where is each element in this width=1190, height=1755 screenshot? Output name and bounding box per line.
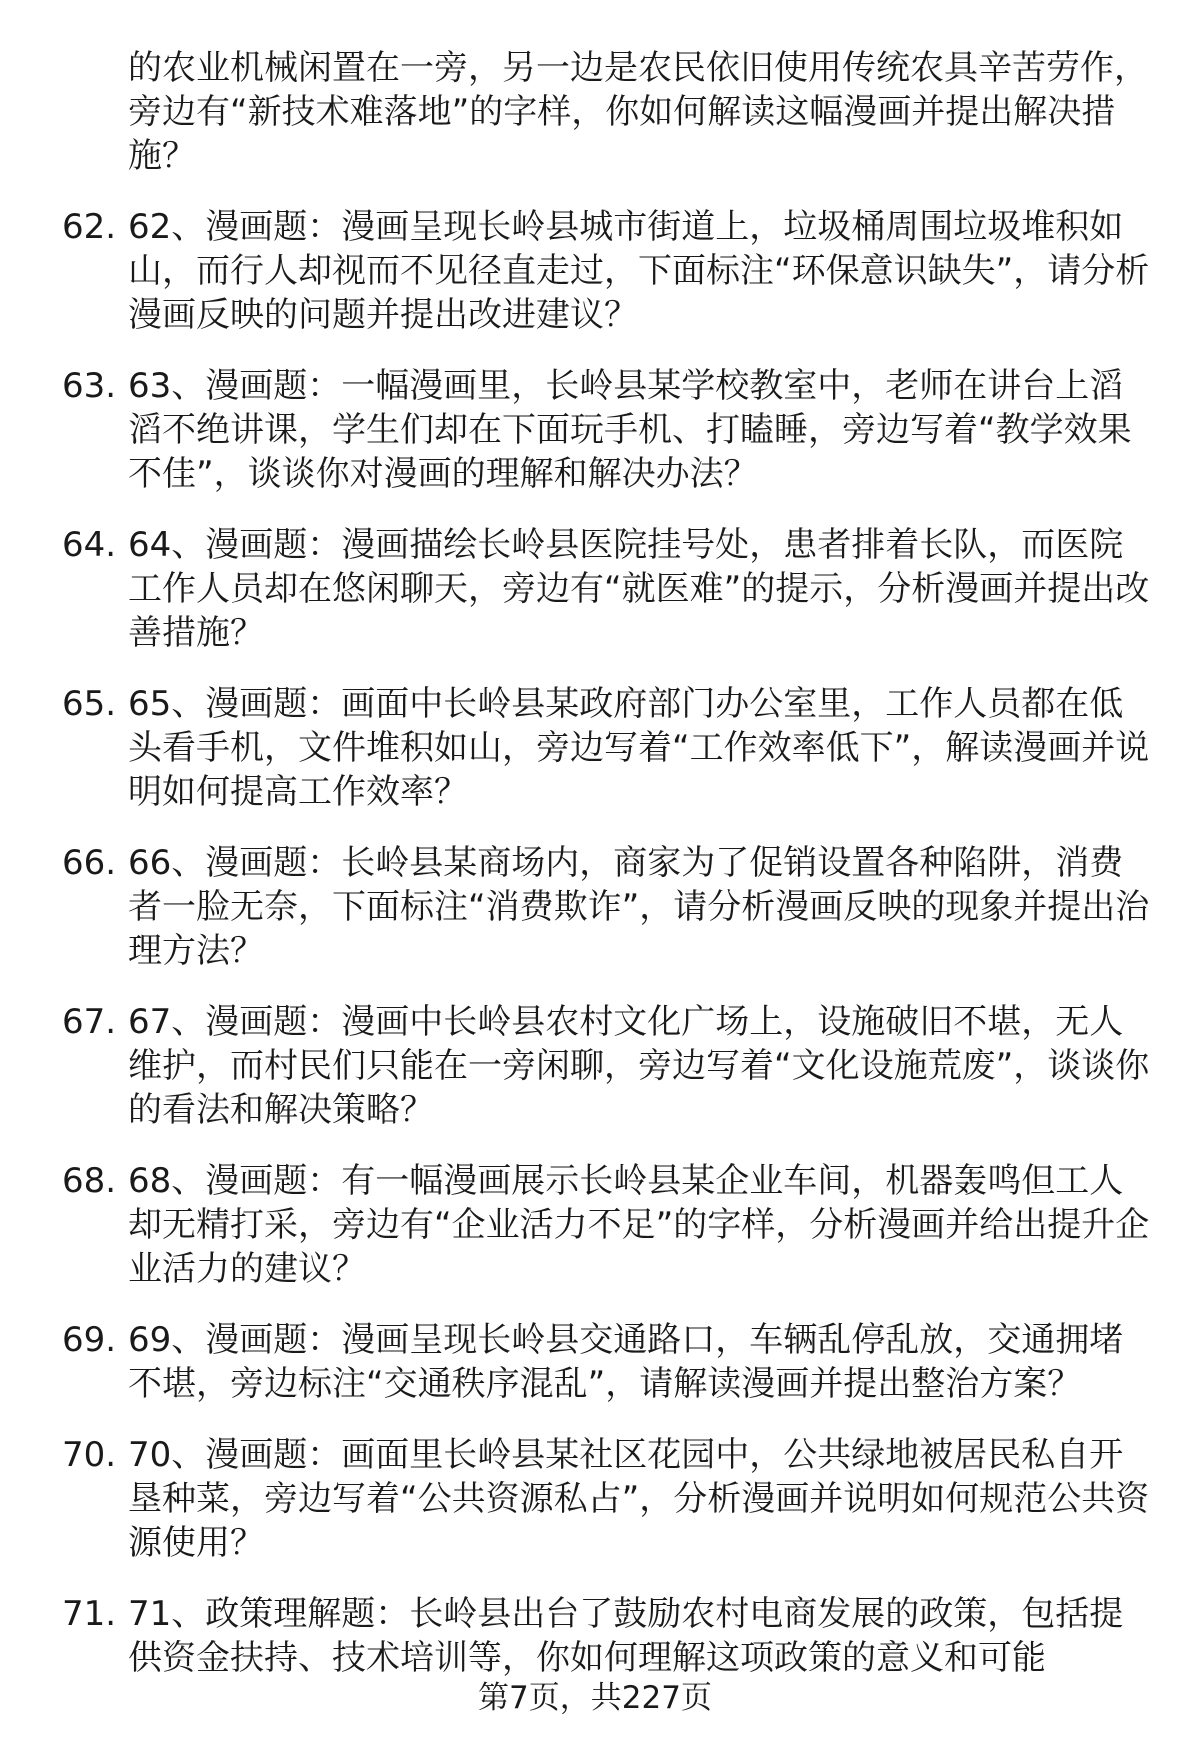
item-number: 71. bbox=[62, 1594, 117, 1634]
item-text: 65、漫画题：画面中长岭县某政府部门办公室里，工作人员都在低头看手机，文件堆积如山，旁边写着“工作效率低下”，解读漫画并说明如何提高工作效率？ bbox=[128, 684, 1150, 812]
item-number: 63. bbox=[62, 366, 117, 406]
item-text: 67、漫画题：漫画中长岭县农村文化广场上，设施破旧不堪，无人维护，而村民们只能在一旁闲聊，旁边写着“文化设施荒废”，谈谈你的看法和解决策略？ bbox=[128, 1002, 1150, 1130]
list-item bbox=[62, 1159, 1152, 1291]
item-text: 62、漫画题：漫画呈现长岭县城市街道上，垃圾桶周围垃圾堆积如山，而行人却视而不见径直走过，下面标注“环保意识缺失”，请分析漫画反映的问题并提出改进建议？ bbox=[128, 207, 1150, 335]
item-text: 68、漫画题：有一幅漫画展示长岭县某企业车间，机器轰鸣但工人却无精打采，旁边有“企业活力不足”的字样，分析漫画并给出提升企业活力的建议？ bbox=[128, 1161, 1150, 1289]
page-footer: 第7页，共227页 bbox=[478, 1680, 712, 1716]
list-item bbox=[62, 682, 1152, 814]
list-item bbox=[62, 1592, 1152, 1680]
item-number: 64. bbox=[62, 525, 117, 565]
item-number: 68. bbox=[62, 1161, 117, 1201]
list-item bbox=[62, 523, 1152, 655]
list-item bbox=[62, 364, 1152, 496]
item-text: 63、漫画题：一幅漫画里，长岭县某学校教室中，老师在讲台上滔滔不绝讲课，学生们却在下面玩手机、打瞌睡，旁边写着“教学效果不佳”，谈谈你对漫画的理解和解决办法？ bbox=[128, 366, 1132, 494]
list-item bbox=[62, 205, 1152, 337]
item-text: 69、漫画题：漫画呈现长岭县交通路口，车辆乱停乱放，交通拥堵不堪，旁边标注“交通秩序混乱”，请解读漫画并提出整治方案？ bbox=[128, 1320, 1124, 1404]
list-item bbox=[62, 1000, 1152, 1132]
item-number: 66. bbox=[62, 843, 117, 883]
item-number: 62. bbox=[62, 207, 117, 247]
item-text: 70、漫画题：画面里长岭县某社区花园中，公共绿地被居民私自开垦种菜，旁边写着“公共资源私占”，分析漫画并说明如何规范公共资源使用？ bbox=[128, 1435, 1150, 1563]
document-body bbox=[62, 46, 1152, 1680]
list-item bbox=[62, 841, 1152, 973]
item-text: 64、漫画题：漫画描绘长岭县医院挂号处，患者排着长队，而医院工作人员却在悠闲聊天，旁边有“就医难”的提示，分析漫画并提出改善措施？ bbox=[128, 525, 1150, 653]
item-number: 69. bbox=[62, 1320, 117, 1360]
list-item bbox=[62, 1318, 1152, 1406]
item-text: 71、政策理解题：长岭县出台了鼓励农村电商发展的政策，包括提供资金扶持、技术培训等，你如何理解这项政策的意义和可能 bbox=[128, 1594, 1124, 1678]
item-number: 65. bbox=[62, 684, 117, 724]
item-text: 66、漫画题：长岭县某商场内，商家为了促销设置各种陷阱，消费者一脸无奈，下面标注“消费欺诈”，请分析漫画反映的现象并提出治理方法？ bbox=[128, 843, 1150, 971]
item-number: 67. bbox=[62, 1002, 117, 1042]
item-number: 70. bbox=[62, 1435, 117, 1475]
continuation-text: 的农业机械闲置在一旁，另一边是农民依旧使用传统农具辛苦劳作，旁边有“新技术难落地”的字样，你如何解读这幅漫画并提出解决措施？ bbox=[128, 48, 1148, 176]
list-item bbox=[62, 1433, 1152, 1565]
